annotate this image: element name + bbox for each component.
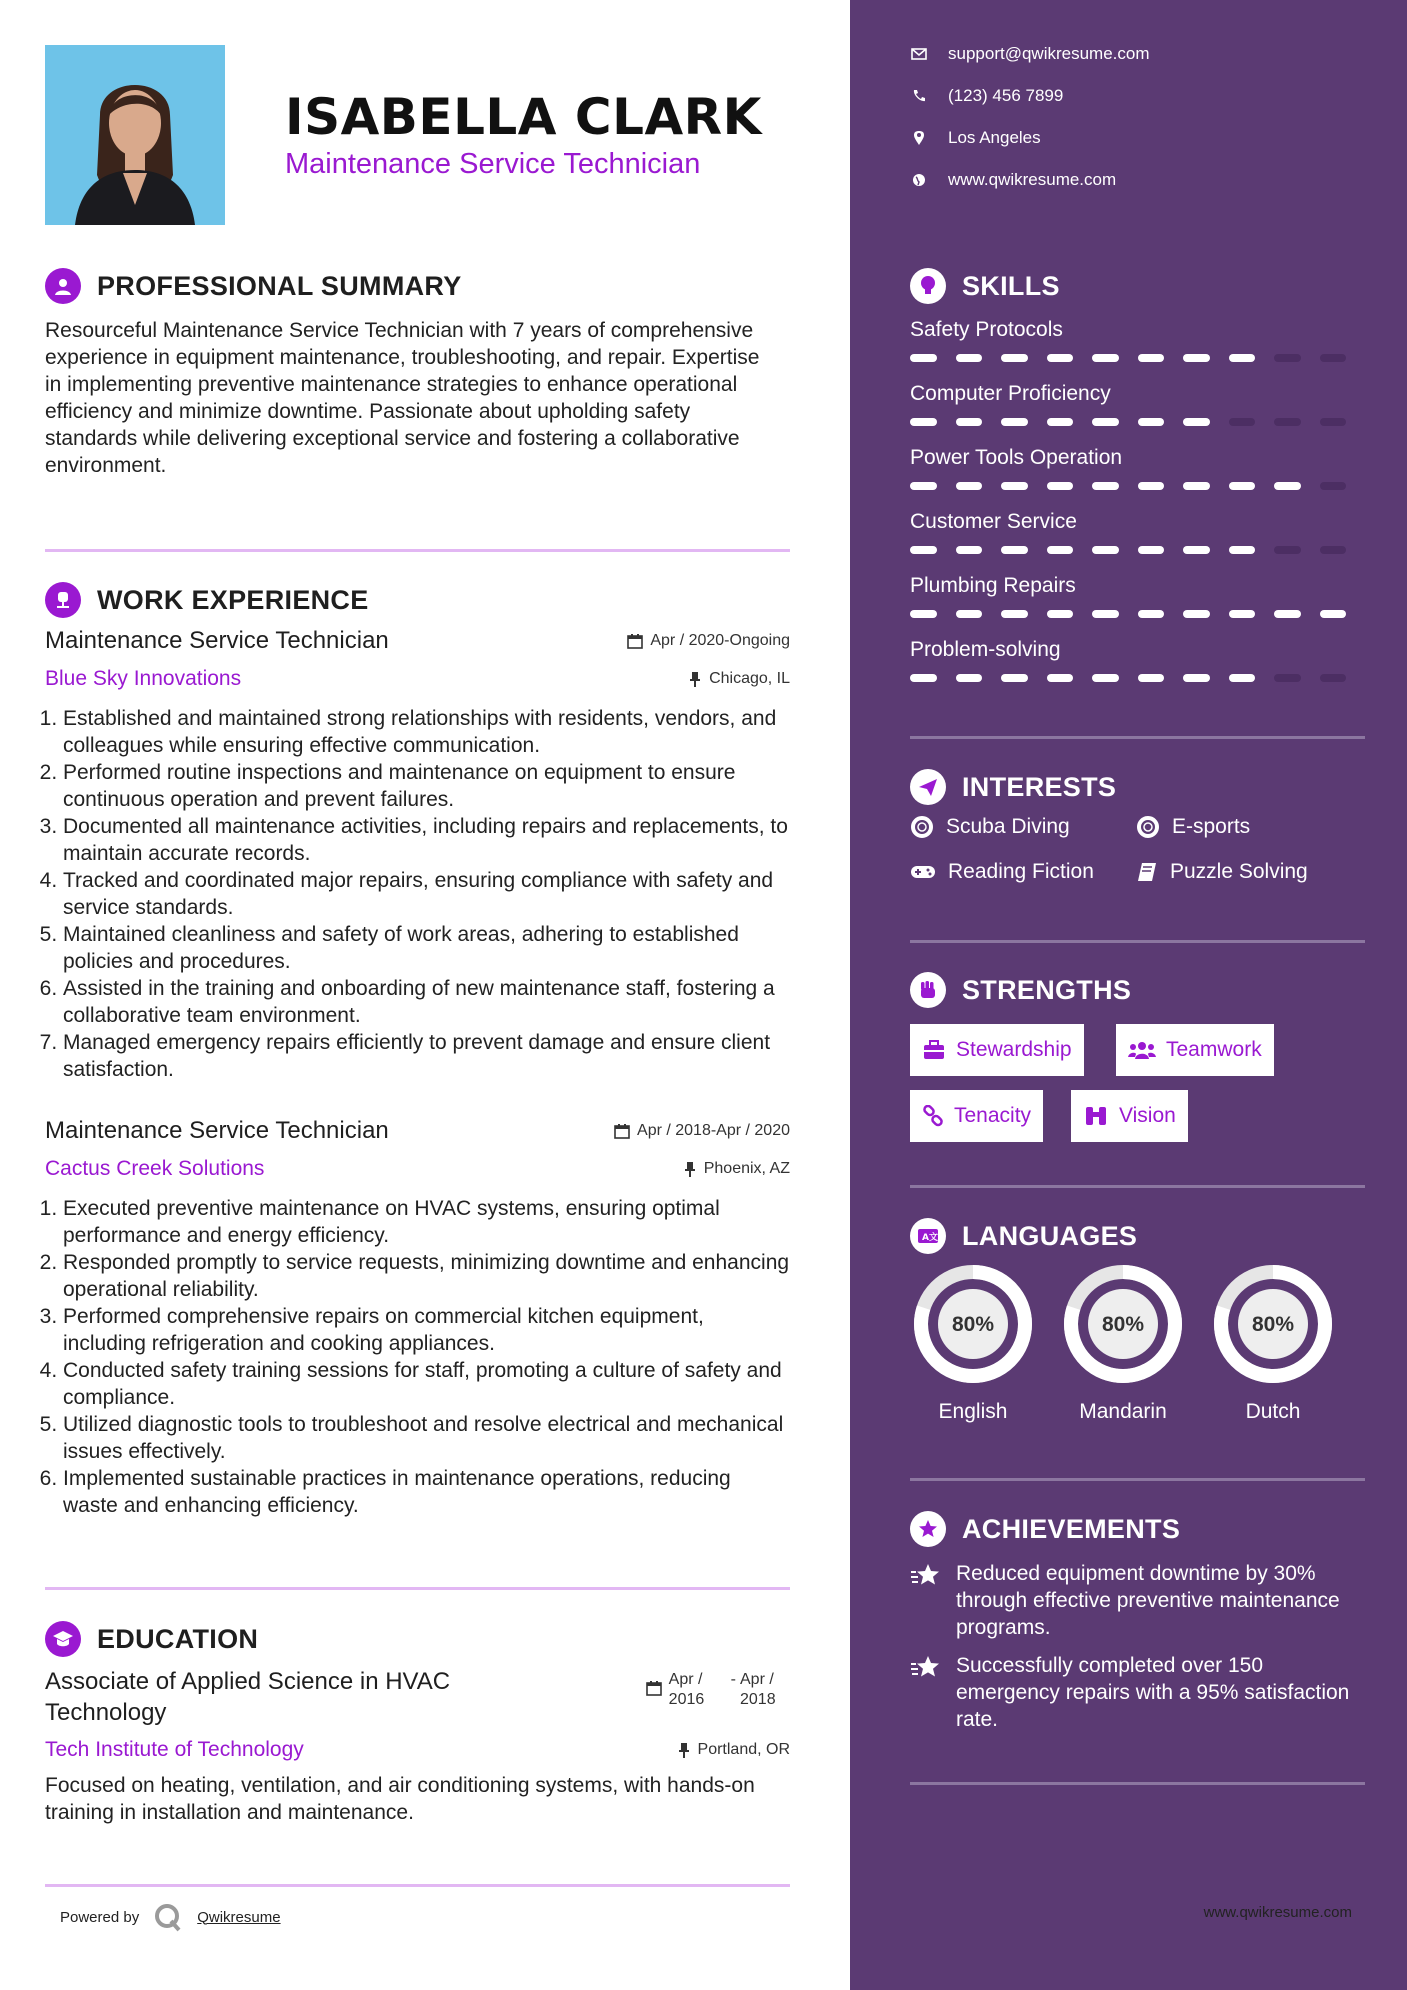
paper-plane-icon (910, 769, 946, 805)
duty-item: 6. Implemented sustainable practices in maintenance operations, reducing waste and enhancing efficiency. (63, 1465, 790, 1519)
interest-item (1136, 815, 1250, 839)
skill-meter-segment (1047, 354, 1074, 362)
skill-meter-segment (910, 482, 937, 490)
skills-heading-label: SKILLS (962, 270, 1060, 301)
languages-heading (910, 1218, 1137, 1254)
education-heading (45, 1621, 258, 1657)
skill-meter-segment (1138, 674, 1165, 682)
skill-meter-segment (1229, 354, 1256, 362)
skill-meter-segment (1320, 610, 1347, 618)
translate-icon (910, 1218, 946, 1254)
summary-heading (45, 268, 462, 304)
skill-meter-segment (1138, 418, 1165, 426)
language-name: Mandarin (1079, 1400, 1167, 1423)
skill-meter-segment (1320, 674, 1347, 682)
education-heading-label: EDUCATION (97, 1623, 259, 1654)
skill-meter-segment (1183, 354, 1210, 362)
job-dates-text: Apr / 2020-Ongoing (650, 632, 790, 649)
achievement-text: Successfully completed over 150 emergency repairs with a 95% satisfaction rate. (956, 1654, 1350, 1731)
language-name: English (938, 1400, 1008, 1423)
skill-name: Plumbing Repairs (910, 574, 1076, 597)
education-description: Focused on heating, ventilation, and air conditioning systems, with hands-on training in installation and maintenance. (45, 1774, 755, 1824)
contact-website (910, 170, 1116, 190)
school-name: Tech Institute of Technology (45, 1738, 304, 1761)
book-icon (1136, 861, 1158, 883)
skill-name: Power Tools Operation (910, 446, 1123, 469)
language-name: Dutch (1245, 1400, 1301, 1423)
language-gauge (1211, 1262, 1335, 1386)
skill-item (910, 510, 1365, 554)
skill-meter-segment (1138, 354, 1165, 362)
duty-item: 7. Managed emergency repairs efficiently to prevent damage and ensure client satisfaction. (63, 1029, 790, 1083)
skills-heading (910, 268, 1060, 304)
contact-email (910, 44, 1150, 64)
skill-meter-segment (1092, 482, 1119, 490)
duty-item: 6. Assisted in the training and onboarding of new maintenance staff, fostering a collaborative team environment. (63, 975, 790, 1029)
duty-item: 5. Maintained cleanliness and safety of work areas, adhering to established policies and procedures. (63, 921, 790, 975)
strength-chip (1116, 1024, 1274, 1076)
skill-meter (910, 354, 1365, 362)
skill-meter-segment (1001, 418, 1028, 426)
divider (910, 1782, 1365, 1785)
skill-meter-segment (910, 546, 937, 554)
briefcase-icon (922, 1040, 946, 1060)
achievement-text: Reduced equipment downtime by 30% through effective preventive maintenance programs. (956, 1562, 1340, 1639)
experience-heading (45, 582, 369, 618)
skill-item (910, 382, 1365, 426)
powered-by-label: Powered by (60, 1908, 140, 1926)
skill-meter-segment (956, 546, 983, 554)
pin-icon (683, 1161, 697, 1177)
powered-by (60, 1902, 281, 1932)
skill-meter-segment (1092, 418, 1119, 426)
job-dates (627, 632, 790, 650)
job-location (683, 1160, 790, 1178)
skill-meter-segment (910, 610, 937, 618)
candidate-name: ISABELLA CLARK (285, 88, 762, 146)
interest-label: Scuba Diving (946, 815, 1070, 838)
lifebuoy-icon (910, 815, 934, 839)
map-marker-icon (910, 130, 928, 146)
language-item (908, 1262, 1038, 1424)
language-percent: 80% (1101, 1313, 1145, 1336)
skill-meter-segment (1001, 354, 1028, 362)
interest-item (910, 860, 1094, 884)
strength-label: Teamwork (1166, 1038, 1262, 1061)
skill-meter-segment (910, 418, 937, 426)
skill-meter-segment (1001, 674, 1028, 682)
job-title: Maintenance Service Technician (45, 1117, 389, 1144)
divider (45, 549, 790, 552)
sidebar (850, 0, 1407, 1990)
achievements-heading-label: ACHIEVEMENTS (962, 1513, 1181, 1544)
star-icon (910, 1562, 942, 1590)
skill-meter-segment (1001, 546, 1028, 554)
pin-icon (677, 1742, 691, 1758)
interests-heading-label: INTERESTS (962, 771, 1117, 802)
contact-phone (910, 86, 1063, 106)
strength-label: Vision (1119, 1104, 1176, 1127)
skill-meter-segment (910, 354, 937, 362)
qwikresume-logo-icon (153, 1902, 183, 1932)
skill-item (910, 638, 1365, 682)
skill-meter-segment (1138, 610, 1165, 618)
interest-label: Puzzle Solving (1170, 860, 1308, 883)
job-dates (614, 1122, 790, 1140)
job-company: Blue Sky Innovations (45, 667, 242, 690)
job-location-text: Chicago, IL (709, 670, 790, 687)
skill-meter-segment (1138, 482, 1165, 490)
skill-meter (910, 546, 1365, 554)
strengths-heading (910, 972, 1131, 1008)
skill-name: Problem-solving (910, 638, 1061, 661)
skill-meter-segment (1183, 674, 1210, 682)
skill-meter-segment (956, 418, 983, 426)
language-gauge (1061, 1262, 1185, 1386)
skill-meter-segment (1183, 546, 1210, 554)
skill-name: Safety Protocols (910, 318, 1063, 341)
briefcase-chair-icon (45, 582, 81, 618)
graduation-cap-icon (45, 1621, 81, 1657)
skill-meter (910, 610, 1365, 618)
education-entry (45, 1666, 790, 1826)
duty-item: 3. Documented all maintenance activities, including repairs and replacements, to maintain accurate records. (63, 813, 790, 867)
skill-meter-segment (1229, 610, 1256, 618)
calendar-icon (627, 633, 643, 649)
skill-meter-segment (1274, 482, 1301, 490)
achievement-item (910, 1652, 1350, 1733)
job-entry (45, 627, 790, 1083)
skill-meter-segment (956, 482, 983, 490)
language-percent: 80% (951, 1313, 995, 1336)
skill-meter-segment (1229, 418, 1256, 426)
skill-meter-segment (1274, 546, 1301, 554)
envelope-icon (910, 48, 928, 60)
job-entry (45, 1117, 790, 1519)
skill-meter-segment (1047, 418, 1074, 426)
user-icon (45, 268, 81, 304)
skill-meter-segment (1183, 610, 1210, 618)
contact-location-text: Los Angeles (948, 128, 1041, 147)
strength-label: Tenacity (954, 1104, 1032, 1127)
date-separator: - (730, 1671, 736, 1688)
education-location-text: Portland, OR (697, 1741, 790, 1758)
education-location (677, 1741, 790, 1759)
skill-meter-segment (1138, 546, 1165, 554)
skill-item (910, 446, 1365, 490)
divider (45, 1884, 790, 1887)
contact-website-text[interactable]: www.qwikresume.com (948, 170, 1117, 189)
footer-url[interactable]: www.qwikresume.com (1203, 1904, 1352, 1921)
interest-item (1136, 860, 1308, 884)
skill-meter-segment (1092, 610, 1119, 618)
duty-item: 1. Established and maintained strong relationships with residents, vendors, and colleagues while ensuring effective communication. (63, 705, 790, 759)
experience-heading-label: WORK EXPERIENCE (97, 584, 369, 615)
education-end: Apr / 2018 (740, 1671, 776, 1708)
duty-item: 5. Utilized diagnostic tools to troubleshoot and resolve electrical and mechanical issues effectively. (63, 1411, 790, 1465)
strength-chip (910, 1024, 1084, 1076)
duty-item: 4. Tracked and coordinated major repairs, ensuring compliance with safety and service standards. (63, 867, 790, 921)
strength-chip (1071, 1090, 1188, 1142)
job-location (688, 670, 790, 688)
interest-label: Reading Fiction (948, 860, 1094, 883)
lightbulb-icon (910, 268, 946, 304)
skill-meter-segment (1047, 482, 1074, 490)
duty-item: 2. Responded promptly to service requests, minimizing downtime and enhancing operational reliability. (63, 1249, 790, 1303)
star-badge-icon (910, 1511, 946, 1547)
duty-item: 3. Performed comprehensive repairs on commercial kitchen equipment, including refrigeration and cooking appliances. (63, 1303, 790, 1357)
svg-text:文: 文 (929, 1233, 939, 1243)
qwikresume-link[interactable]: Qwikresume (197, 1908, 281, 1926)
divider (910, 940, 1365, 943)
summary-text: Resourceful Maintenance Service Technician with 7 years of comprehensive experience in equipment maintenance, troubleshooting, and repair. Expertise in implementing preventive maintenance strategies to enhance operational efficiency and minimize downtime. Passionate about upholding safety standards while delivering exceptional service and fostering a collaborative environment. (45, 319, 760, 477)
phone-icon (910, 89, 928, 103)
skill-meter-segment (1047, 674, 1074, 682)
language-percent: 80% (1251, 1313, 1295, 1336)
skill-meter-segment (1320, 546, 1347, 554)
skill-meter (910, 418, 1365, 426)
education-dates (646, 1670, 790, 1710)
skill-meter-segment (1092, 546, 1119, 554)
pin-icon (688, 671, 702, 687)
skill-meter-segment (1092, 354, 1119, 362)
divider (910, 1185, 1365, 1188)
skill-meter-segment (956, 610, 983, 618)
divider (45, 1587, 790, 1590)
interest-item (910, 815, 1070, 839)
duty-list (45, 705, 790, 1083)
strength-label: Stewardship (956, 1038, 1072, 1061)
duty-item: 4. Conducted safety training sessions for staff, promoting a culture of safety and compliance. (63, 1357, 790, 1411)
globe-icon (910, 173, 928, 187)
candidate-title: Maintenance Service Technician (285, 148, 701, 180)
languages-heading-label: LANGUAGES (962, 1220, 1138, 1251)
link-icon (922, 1105, 944, 1127)
achievements-heading (910, 1511, 1180, 1547)
duty-list (45, 1195, 790, 1519)
skill-meter-segment (1274, 610, 1301, 618)
skill-meter-segment (1047, 546, 1074, 554)
profile-photo (45, 45, 225, 225)
contact-phone-text: (123) 456 7899 (948, 86, 1064, 105)
language-gauge (911, 1262, 1035, 1386)
skill-meter-segment (1320, 482, 1347, 490)
skill-meter-segment (1320, 354, 1347, 362)
binoculars-icon (1083, 1105, 1109, 1127)
achievement-item (910, 1560, 1350, 1641)
language-item (1058, 1262, 1188, 1424)
degree-title: Associate of Applied Science in HVAC Technology (45, 1668, 451, 1726)
divider (910, 736, 1365, 739)
duty-item: 1. Executed preventive maintenance on HVAC systems, ensuring optimal performance and energy efficiency. (63, 1195, 790, 1249)
skill-meter-segment (1047, 610, 1074, 618)
job-dates-text: Apr / 2018-Apr / 2020 (637, 1122, 790, 1139)
lifebuoy-icon (1136, 815, 1160, 839)
skill-meter-segment (956, 354, 983, 362)
skill-meter-segment (1274, 354, 1301, 362)
skill-item (910, 318, 1365, 362)
users-icon (1128, 1040, 1156, 1060)
fist-icon (910, 972, 946, 1008)
skill-name: Computer Proficiency (910, 382, 1111, 405)
contact-location (910, 128, 1041, 148)
skill-meter (910, 482, 1365, 490)
skill-meter-segment (1229, 674, 1256, 682)
job-company: Cactus Creek Solutions (45, 1157, 265, 1180)
skill-meter-segment (1001, 482, 1028, 490)
interests-heading (910, 769, 1116, 805)
skill-meter-segment (1229, 482, 1256, 490)
contact-email-text[interactable]: support@qwikresume.com (948, 44, 1150, 63)
star-icon (910, 1654, 942, 1682)
skill-meter-segment (1183, 482, 1210, 490)
skill-meter (910, 674, 1365, 682)
summary-heading-label: PROFESSIONAL SUMMARY (97, 270, 462, 301)
skill-meter-segment (1183, 418, 1210, 426)
duty-item: 2. Performed routine inspections and maintenance on equipment to ensure continuous operation and prevent failures. (63, 759, 790, 813)
skill-name: Customer Service (910, 510, 1077, 533)
skill-meter-segment (1274, 418, 1301, 426)
svg-text:A: A (922, 1233, 929, 1243)
skill-meter-segment (910, 674, 937, 682)
skill-item (910, 574, 1365, 618)
job-location-text: Phoenix, AZ (703, 1160, 790, 1177)
skill-meter-segment (1092, 674, 1119, 682)
gamepad-icon (910, 863, 936, 881)
language-item (1208, 1262, 1338, 1424)
skill-meter-segment (1001, 610, 1028, 618)
skill-meter-segment (1229, 546, 1256, 554)
strength-chip (910, 1090, 1043, 1142)
interest-label: E-sports (1172, 815, 1251, 838)
strengths-heading-label: STRENGTHS (962, 974, 1132, 1005)
job-title: Maintenance Service Technician (45, 627, 389, 654)
skill-meter-segment (956, 674, 983, 682)
calendar-icon (614, 1123, 630, 1139)
education-start: Apr / 2016 (668, 1671, 705, 1708)
skill-meter-segment (1274, 674, 1301, 682)
skill-meter-segment (1320, 418, 1347, 426)
divider (910, 1478, 1365, 1481)
calendar-icon (646, 1680, 662, 1696)
